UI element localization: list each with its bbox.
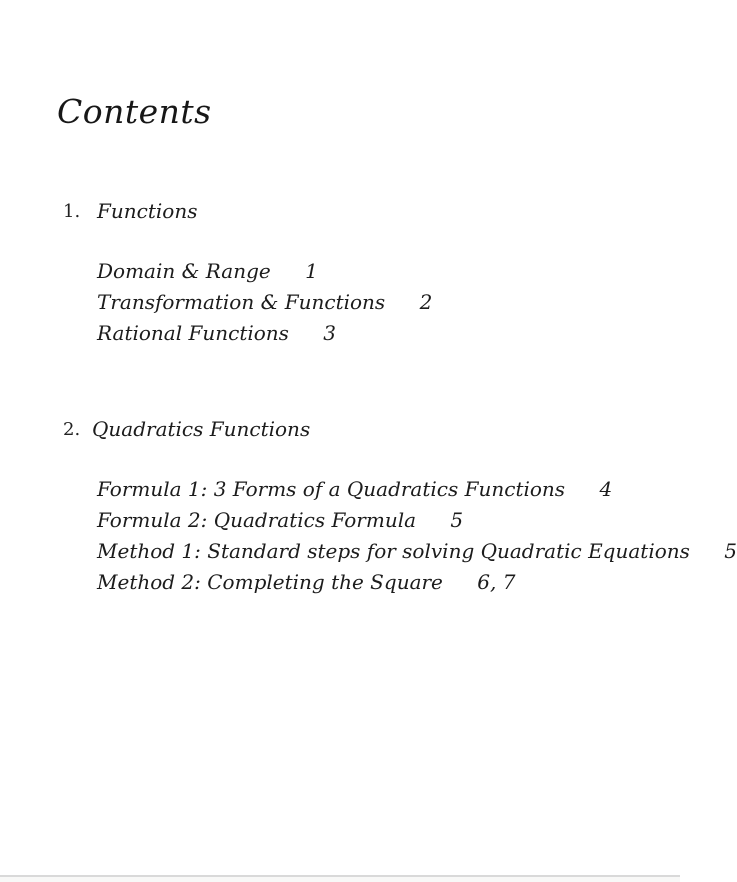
toc-entry-page-number: 2: [419, 290, 433, 314]
section-1-heading: [0, 196, 680, 227]
toc-entry: [97, 287, 680, 318]
page-bottom-margin: [0, 877, 680, 882]
section-2-number: 2.: [63, 419, 81, 440]
toc-entry-page-number: 3: [323, 321, 337, 345]
section-1-title: Functions: [97, 199, 198, 223]
section-2-entries: [97, 474, 737, 598]
toc-entry-label: Method 2: Completing the Square: [97, 570, 443, 594]
section-2-heading: [0, 414, 680, 445]
section-2-title: Quadratics Functions: [92, 417, 311, 441]
toc-entry: [97, 567, 680, 598]
toc-entry-label: Domain & Range: [97, 259, 271, 283]
toc-entry-page-number: 6, 7: [477, 570, 516, 594]
section-1-entries: [97, 256, 680, 349]
toc-entry: [97, 474, 680, 505]
toc-entry: [97, 505, 680, 536]
toc-entry: [97, 318, 680, 349]
toc-entry-page-number: 5: [450, 508, 464, 532]
toc-entry-page-number: 4: [599, 477, 613, 501]
section-1-number: 1.: [63, 201, 81, 222]
toc-entry-label: Formula 2: Quadratics Formula: [97, 508, 417, 532]
toc-entry: [97, 536, 737, 567]
toc-entry-page-number: 1: [305, 259, 318, 283]
toc-entry-page-number: 5: [724, 539, 737, 563]
toc-entry-label: Rational Functions: [97, 321, 289, 345]
page-title: Contents: [57, 92, 212, 131]
toc-entry-label: Method 1: Standard steps for solving Quadratic Equations: [97, 539, 690, 563]
toc-entry-label: Transformation & Functions: [97, 290, 386, 314]
toc-entry: [97, 256, 680, 287]
toc-entry-label: Formula 1: 3 Forms of a Quadratics Functions: [97, 477, 566, 501]
